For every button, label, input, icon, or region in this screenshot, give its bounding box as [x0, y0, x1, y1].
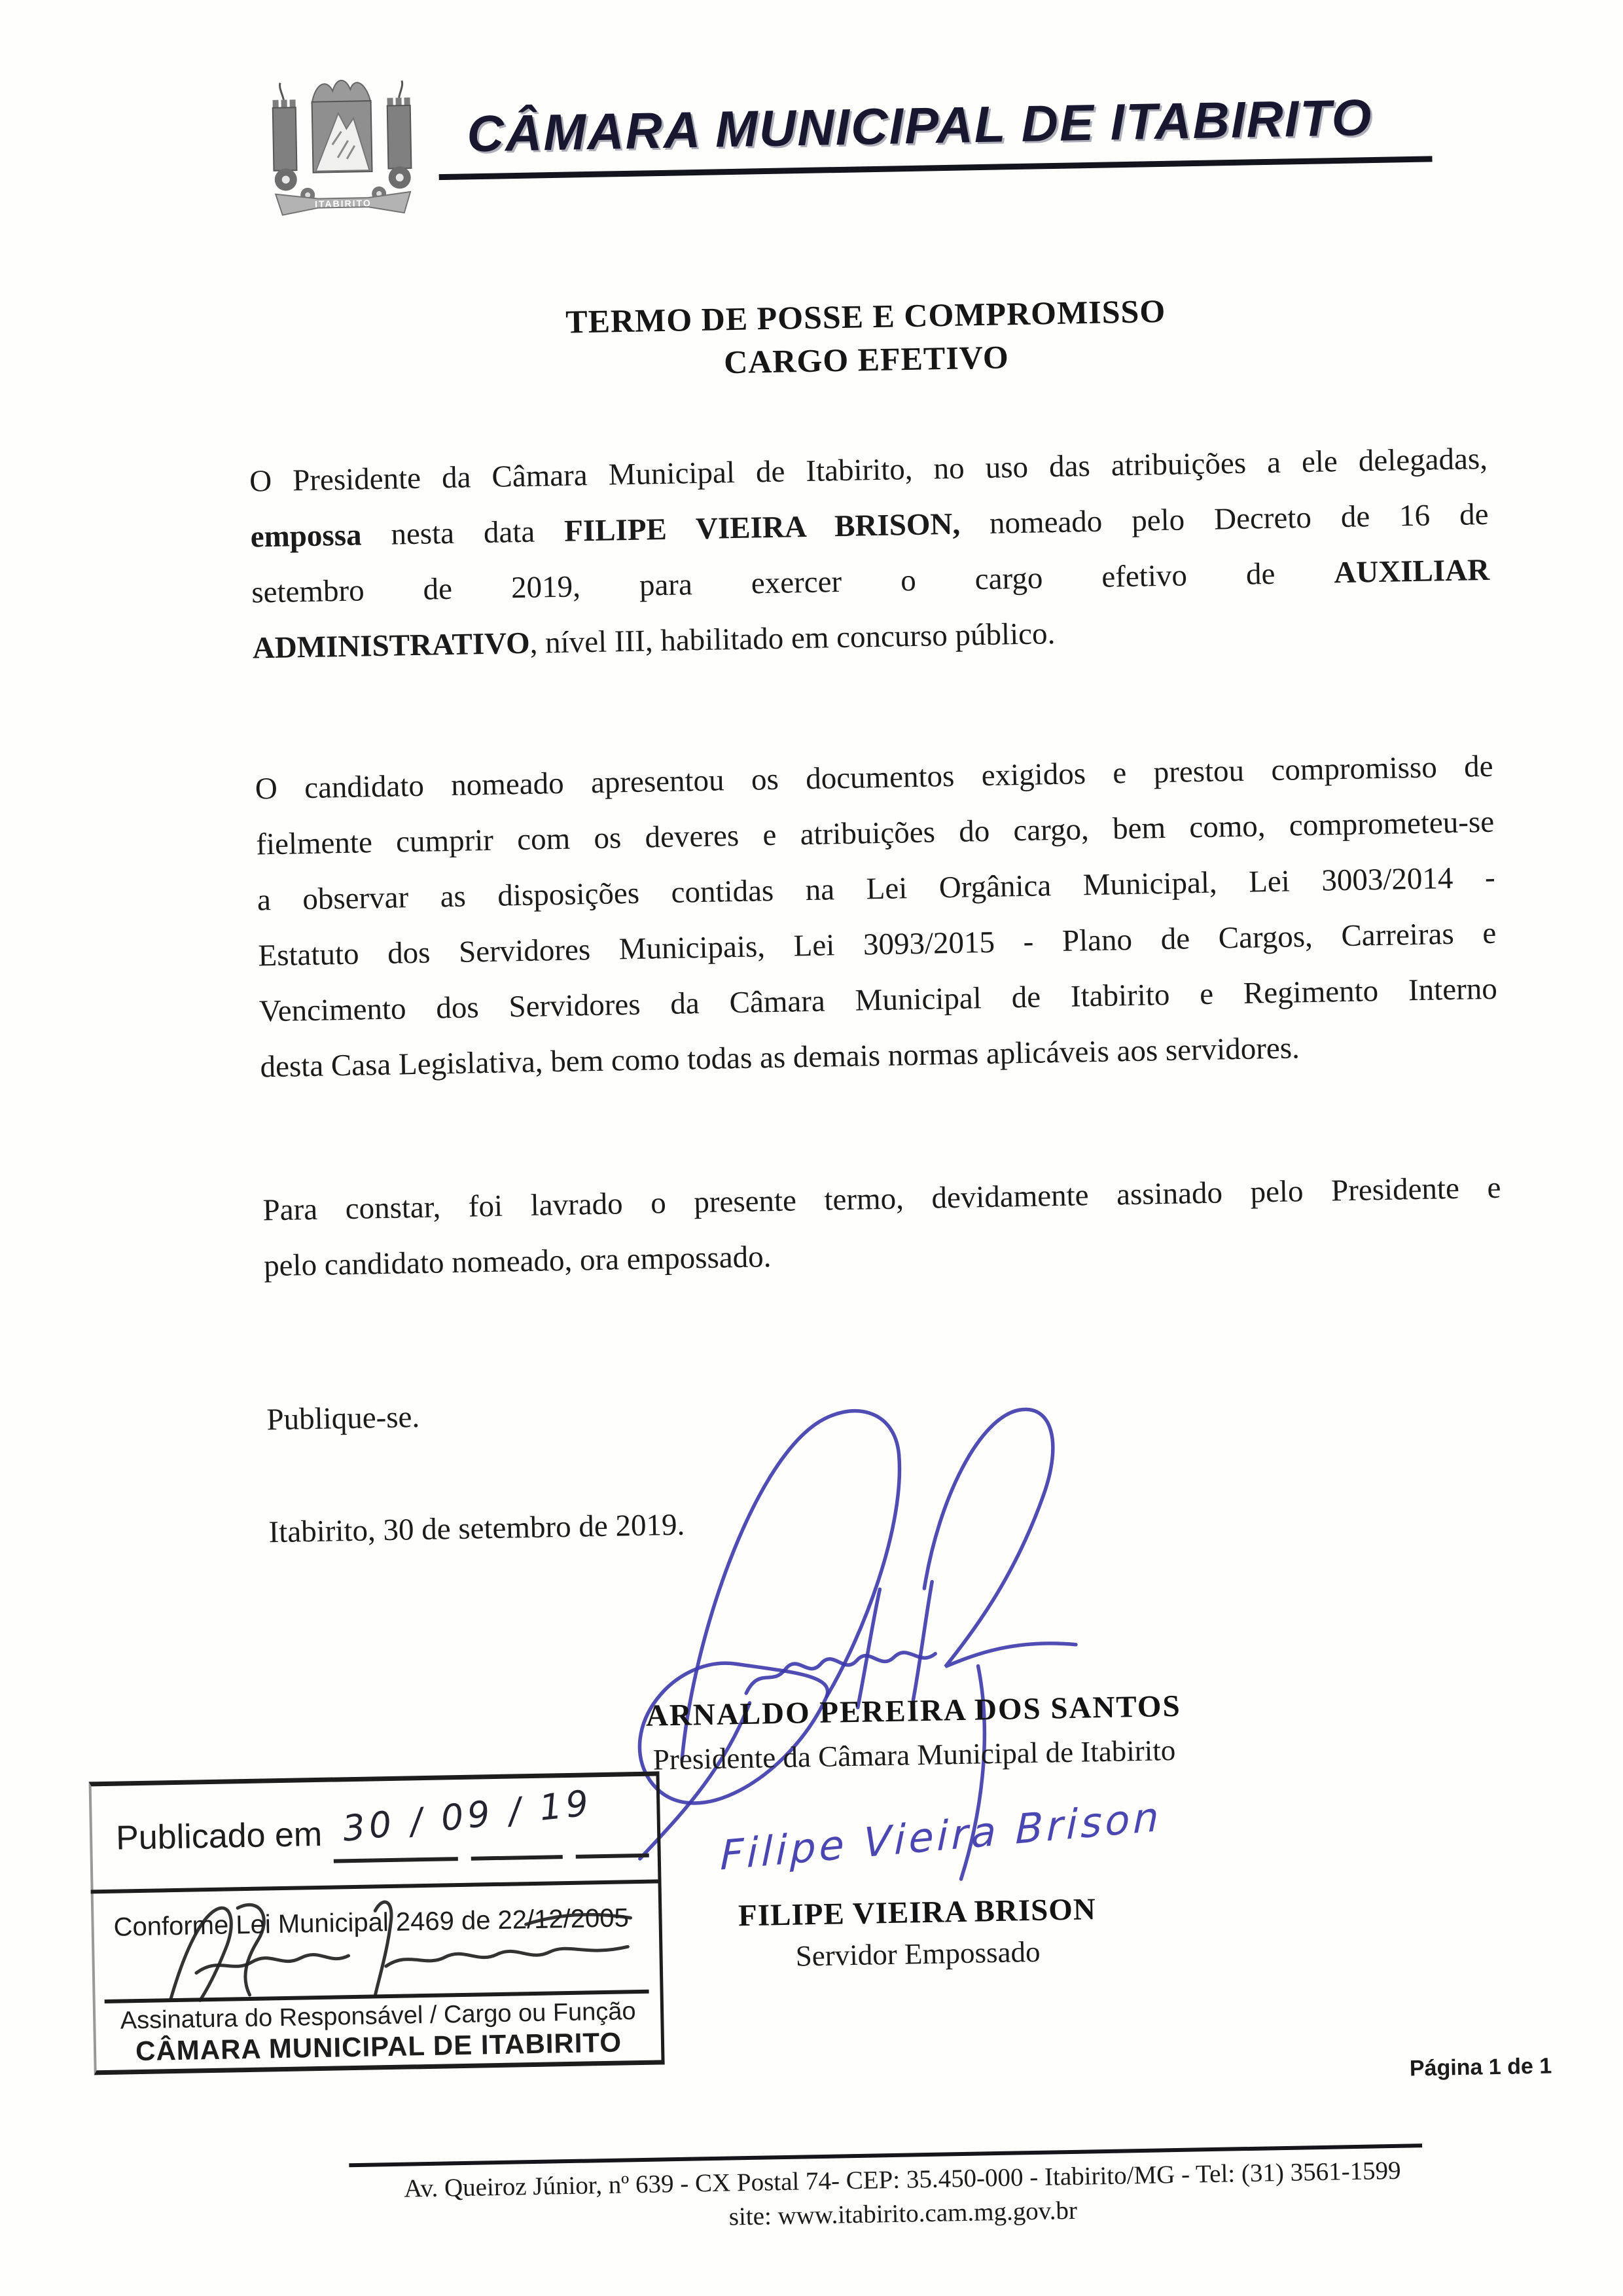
- text-segment: desta Casa Legislativa, bem como todas as demais normas aplicáveis aos servidores.: [260, 1031, 1300, 1085]
- servant-role: Servidor Empossado: [795, 1935, 1041, 1973]
- text-segment: Vencimento dos Servidores da Câmara Municipal de Itabirito e Regimento Interno: [259, 971, 1498, 1029]
- text-segment: setembro de 2019, para exercer o cargo efetivo de: [251, 556, 1334, 610]
- responsible-handwritten-signature: [133, 1886, 652, 2005]
- title-line-2: CARGO EFETIVO: [723, 338, 1010, 381]
- text-segment: pelo candidato nomeado, ora empossado.: [263, 1240, 772, 1283]
- stamp-handwritten-date: 30 / 09 / 19: [340, 1782, 595, 1850]
- stamp-published-label: Publicado em: [115, 1815, 323, 1857]
- servant-handwritten-signature: Filipe Vieira Brison: [720, 1792, 1163, 1880]
- header-org-name: CÂMARA MUNICIPAL DE ITABIRITO: [466, 88, 1374, 163]
- stamp-date-blank-line: [576, 1854, 649, 1859]
- itabirito-coat-of-arms-logo: [254, 71, 431, 226]
- bold-text-segment: empossa: [250, 518, 362, 554]
- paragraph-2: [255, 739, 1499, 1096]
- stamp-date-blank-line: [334, 1857, 458, 1863]
- publique-se-line: Publique-se.: [266, 1400, 420, 1437]
- president-role: Presidente da Câmara Municipal de Itabirito: [652, 1733, 1176, 1776]
- stamp-signature-caption: Assinatura do Responsável / Cargo ou Função: [120, 1998, 636, 2035]
- footer-address: Av. Queiroz Júnior, nº 639 - CX Postal 74- CEP: 35.450-000 - Itabirito/MG - Tel: (31) 3561-1599: [403, 2156, 1401, 2203]
- title-line-1: TERMO DE POSSE E COMPROMISSO: [565, 292, 1166, 340]
- bold-text-segment: FILIPE VIEIRA BRISON,: [563, 507, 961, 548]
- page-number: Página 1 de 1: [1409, 2053, 1552, 2081]
- paragraph-3: [262, 1160, 1503, 1295]
- paragraph-1: [249, 431, 1491, 677]
- stamp-law-reference: Conforme Lei Municipal 2469 de 22/12/2005: [113, 1903, 630, 1942]
- text-segment: nomeado pelo Decreto de 16 de: [959, 497, 1489, 541]
- logo-banner-text: ITABIRITO: [314, 198, 372, 209]
- footer-site: site: www.itabirito.cam.mg.gov.br: [728, 2196, 1078, 2231]
- date-line: Itabirito, 30 de setembro de 2019.: [268, 1507, 685, 1550]
- bold-text-segment: AUXILIAR: [1333, 552, 1490, 590]
- text-segment: O Presidente da Câmara Municipal de Itabirito, no uso das atribuições a ele delegadas,: [249, 441, 1488, 499]
- text-segment: fielmente cumprir com os deveres e atribuições do cargo, bem como, comprometeu-se: [255, 804, 1495, 862]
- servant-name: FILIPE VIEIRA BRISON: [738, 1892, 1097, 1933]
- text-segment: Para constar, foi lavrado o presente termo, devidamente assinado pelo Presidente e: [262, 1170, 1501, 1228]
- publication-stamp: [89, 1771, 665, 2075]
- bold-text-segment: ADMINISTRATIVO: [252, 626, 531, 666]
- text-segment: O candidato nomeado apresentou os documentos exigidos e prestou compromisso de: [255, 749, 1493, 806]
- stamp-org-name: CÂMARA MUNICIPAL DE ITABIRITO: [135, 2026, 622, 2067]
- text-segment: Estatuto dos Servidores Municipais, Lei 3093/2015 - Plano de Cargos, Carreiras e: [258, 916, 1497, 973]
- stamp-date-blank-line: [471, 1855, 563, 1861]
- text-segment: nesta data: [361, 514, 565, 552]
- text-segment: , nível III, habilitado em concurso público.: [529, 617, 1056, 660]
- document-title: [246, 283, 1486, 393]
- text-segment: a observar as disposições contidas na Lei Orgânica Municipal, Lei 3003/2014 -: [257, 860, 1496, 918]
- president-name: ARNALDO PEREIRA DOS SANTOS: [645, 1689, 1182, 1733]
